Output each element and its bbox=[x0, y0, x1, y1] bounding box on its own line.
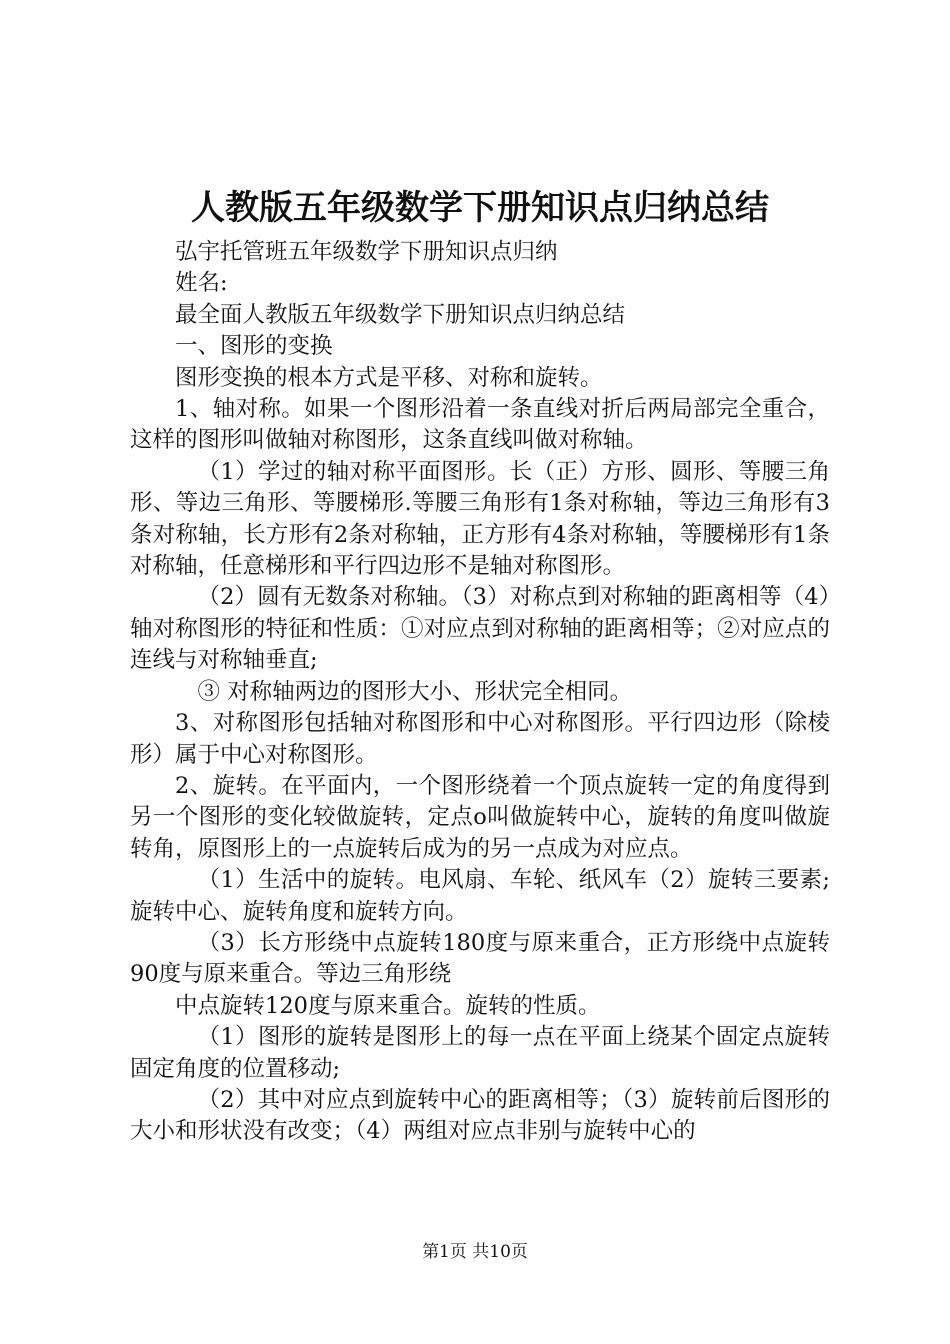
document-title: 人教版五年级数学下册知识点归纳总结 bbox=[191, 188, 769, 228]
section-heading-transform: 一、图形的变换 bbox=[175, 333, 333, 360]
paragraph: （1）学过的轴对称平面图形。长（正）方形、圆形、等腰三角形、等边三角形、等腰梯形.等腰三角形有1条对称轴，等边三角形有3条对称轴，长方形有2条对称轴，正方形有4条对称轴，等腰梯形有1条对称轴，任意梯形和平行四边形不是轴对称图形。 bbox=[130, 458, 830, 580]
document-body bbox=[130, 237, 830, 1148]
paragraph: 3、对称图形包括轴对称图形和中心对称图形。平行四边形（除棱形）属于中心对称图形。 bbox=[130, 710, 830, 768]
paragraph: 1、轴对称。如果一个图形沿着一条直线对折后两局部完全重合，这样的图形叫做轴对称图形，这条直线叫做对称轴。 bbox=[130, 396, 830, 454]
paragraph: 中点旋转120度与原来重合。旋转的性质。 bbox=[175, 992, 601, 1019]
paragraph-subtitle: 弘宇托管班五年级数学下册知识点归纳 bbox=[175, 239, 558, 265]
paragraph: （3）长方形绕中点旋转180度与原来重合，正方形绕中点旋转90度与原来重合。等边三角形绕 bbox=[130, 929, 830, 988]
paragraph-heading: 最全面人教版五年级数学下册知识点归纳总结 bbox=[175, 301, 626, 328]
paragraph: 2、旋转。在平面内，一个图形绕着一个顶点旋转一定的角度得到另一个图形的变化较做旋转，定点o叫做旋转中心，旋转的角度叫做旋转角，原图形上的一点旋转后成为的另一点成为对应点。 bbox=[130, 772, 830, 862]
paragraph: （2）其中对应点到旋转中心的距离相等；（3）旋转前后图形的大小和形状没有改变；（4）两组对应点非别与旋转中心的 bbox=[130, 1086, 830, 1145]
paragraph: 图形变换的根本方式是平移、对称和旋转。 bbox=[175, 364, 603, 391]
paragraph: （2）圆有无数条对称轴。（3）对称点到对称轴的距离相等（4）轴对称图形的特征和性质：①对应点到对称轴的距离相等；②对应点的连线与对称轴垂直; bbox=[130, 584, 830, 674]
paragraph: （1）生活中的旋转。电风扇、车轮、纸风车（2）旋转三要素;旋转中心、旋转角度和旋转方向。 bbox=[130, 867, 830, 925]
paragraph: （1）图形的旋转是图形上的每一点在平面上绕某个固定点旋转固定角度的位置移动; bbox=[130, 1024, 830, 1082]
paragraph-name-field: 姓名: bbox=[175, 270, 228, 297]
page-footer: 第1页 共10页 bbox=[422, 1242, 528, 1262]
paragraph: ③ 对称轴两边的图形大小、形状完全相同。 bbox=[197, 678, 633, 705]
